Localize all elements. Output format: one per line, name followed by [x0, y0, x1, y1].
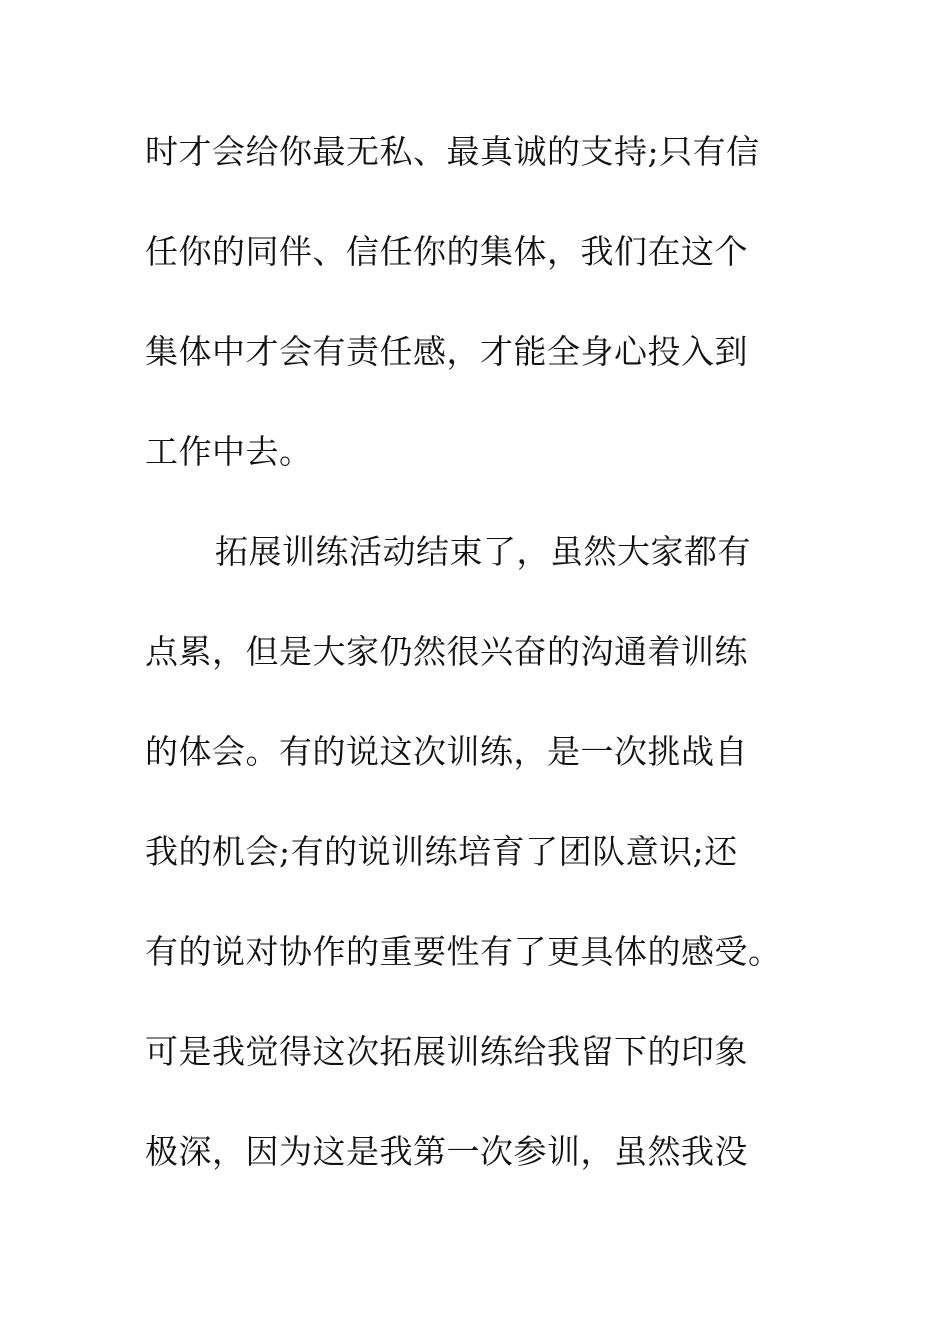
- text-line-10: 可是我觉得这次拓展训练给我留下的印象: [145, 1032, 748, 1071]
- text-line-1: 时才会给你最无私、最真诚的支持;只有信: [145, 132, 760, 171]
- text-line-7: 的体会。有的说这次训练，是一次挑战自: [145, 732, 748, 771]
- text-line-6: 点累，但是大家仍然很兴奋的沟通着训练: [145, 632, 748, 671]
- text-line-9: 有的说对协作的重要性有了更具体的感受。: [145, 932, 782, 971]
- text-line-8: 我的机会;有的说训练培育了团队意识;还: [145, 832, 738, 871]
- text-line-11: 极深，因为这是我第一次参训，虽然我没: [145, 1132, 748, 1171]
- text-line-3: 集体中才会有责任感，才能全身心投入到: [145, 332, 748, 371]
- text-line-4: 工作中去。: [145, 432, 313, 471]
- text-line-2: 任你的同伴、信任你的集体，我们在这个: [145, 232, 748, 271]
- text-line-5-paragraph-start: 拓展训练活动结束了，虽然大家都有: [215, 532, 751, 571]
